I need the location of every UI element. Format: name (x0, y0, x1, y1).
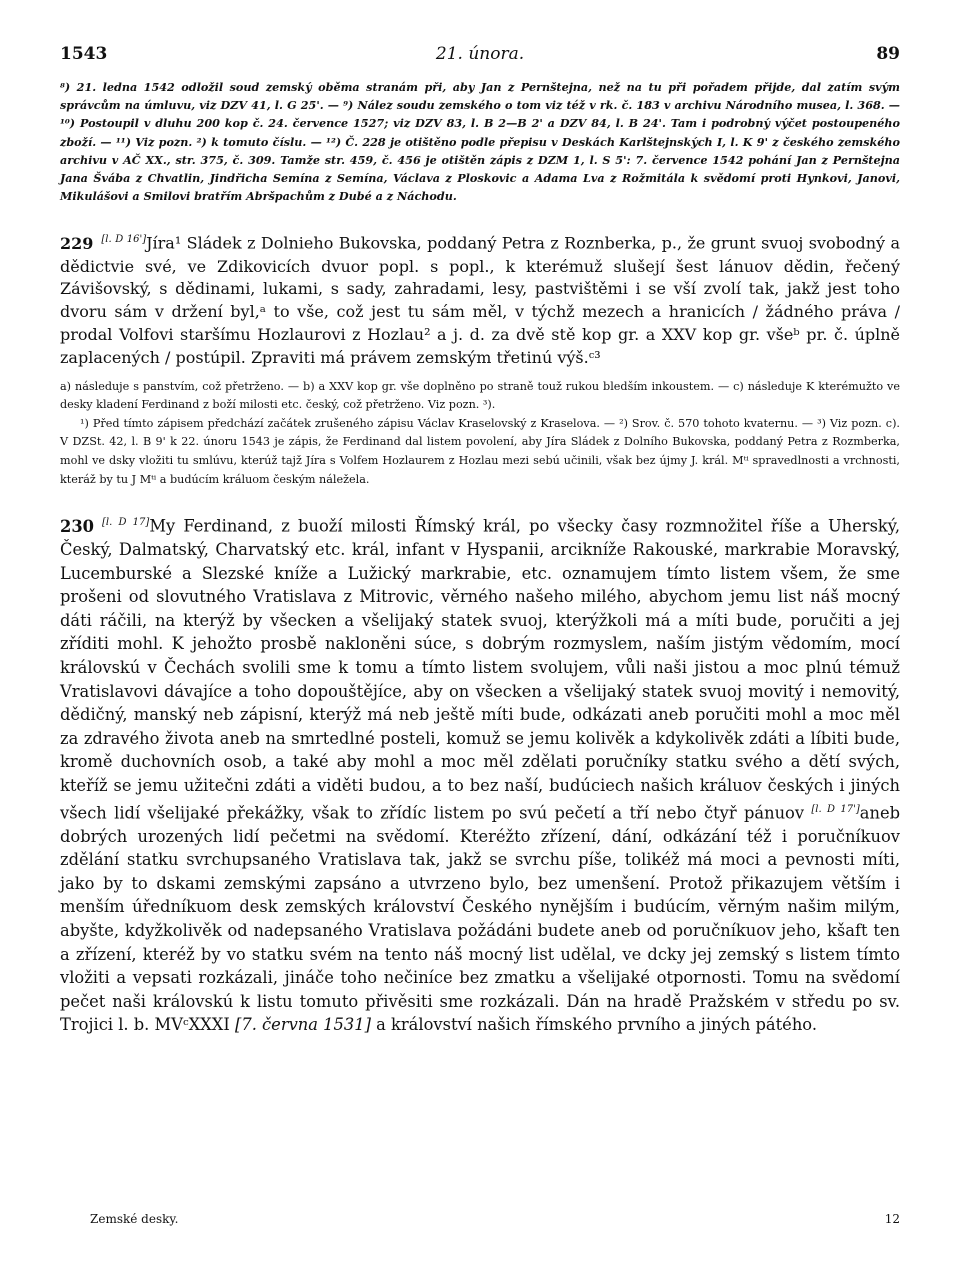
header-date: 21. února. (435, 44, 525, 64)
folio-reference: [l. D 17'] (811, 803, 860, 815)
header-page-number: 89 (876, 44, 900, 64)
apparatus-229 (60, 378, 900, 490)
footer-signature: Zemské desky. (90, 1212, 179, 1226)
folio-reference: [l. D 16'] (101, 234, 147, 246)
page-footer (90, 1212, 900, 1232)
entry-230 (60, 511, 900, 1037)
entry-229 (60, 229, 900, 369)
entry-text: Jíra¹ Sládek z Dolnieho Bukovska, poddaný Petra z Roznberka, p., že grunt svuoj svobodný a dědictvie své, ve Zdikovicích dvuor popl. s popl., k kterémuž slušejí šest lánuov dědin, řečený Závišovský, s dědinami, lukami, s sady, zahradami, lesy, pastvištěmi i se vší zvolí tak, jakž jest toho dvoru sám v držení byl,ᵃ to vše, což jest tu sám měl, v týchž mezech a hranicích / žádného práva / prodal Volfovi staršímu Hozlaurovi z Hozlau² a j. d. za dvě stě kop gr. a XXV kop gr. všeᵇ pr. č. úplně zaplacených / postúpil. Zpraviti má právem zemským třetinú výš.ᶜ³ (60, 233, 901, 367)
entry-number: 230 (60, 516, 94, 536)
entry-text: aneb dobrých urozených lidí pečetmi na svědomí. Kteréžto zřízení, dání, odkázání též i poručníkuov zdělání statku svrchupsaného Vratislava tak, jakž se svrchu píše, tolikéž má moci a pevnosti míti, jako by to dskami zemskými zapsáno a utvrzeno bylo, bez umenšení. Protož přikazujem větším i menším úředníkuom desk zemských království Českého nynějším i budúcím, věrným našim milým, abyšte, kdyžkolivěk od nadepsaného Vratislava požádáni budete aneb od poručníkuov jeho, kšaft ten a zřízení, kteréž by vo statku svém na tento náš mocný list udělal, ve dcky jej zemský s listem tímto vložiti a vepsati rozkázali, jináče toho nečiníce bez zmatku a všelijaké otpornosti. Tomu na svědomí pečet naši královskú k listu tomuto přivěsiti sme rozkázali. Dán na hradě Pražském v středu po sv. Trojici l. b. MVᶜXXXI (60, 803, 900, 1035)
page-header (60, 44, 900, 72)
date-note: [7. června 1531] (235, 1015, 371, 1035)
folio-reference: [l. D 17] (102, 517, 150, 529)
header-year: 1543 (60, 44, 108, 64)
entry-text: My Ferdinand, z buoží milosti Římský král, po všecky časy rozmnožitel říše a Uherský, Český, Dalmatský, Charvatský etc. král, infant v Hyspanii, arcikníže Rakouské, markrabie Moravský, Lucemburské a Slezské kníže a Lužický markrabie, etc. oznamujem tímto listem všem, že sme prošeni od slovutného Vratislava z Mitrovic, věrného našeho milého, abychom jemu list náš mocný dáti ráčili, na kterýž by všecken a všelijaký statek svuoj, kterýžkoli má a míti bude, poručiti a jej zříditi mohl. K jehožto prosbě nakloněni súce, s dobrým rozmyslem, naším jistým vědomím, mocí královskú v Čechách svolili sme k tomu a tímto listem svolujem, vůli naši jistou a moc plnú témuž Vratislavovi dávajíce a toho dopouštějíce, aby on všecken a všelijaký statek svuoj movitý i nemovitý, dědičný, manský neb zápisní, kterýž má neb ještě míti bude, odkázati aneb poručiti mohl a moc měl za zdravého života aneb na smrtedlné posteli, komuž se jemu kolivěk a kdykolivěk zdáti a líbiti bude, kromě duchovních osob, a také aby mohl a moc měl zdělati poručníky statku svého a dětí svých, kteříž se jemu užitečni zdáti a viděti budou, a to bez naší, budúciech našich králuov českých i jiných všech lidí všelijaké překážky, však to zřídíc listem po svú pečetí a tří nebo čtyř pánuov (60, 516, 900, 823)
entry-text: a království našich římského prvního a jiných pátého. (376, 1015, 817, 1035)
textual-notes: a) následuje s panstvím, což přetrženo. — b) a XXV kop gr. vše doplněno po straně touž rukou bledším inkoustem. — c) následuje K kterémužto ve desky kladení Ferdinand z boží milosti etc. český, což přetrženo. Viz pozn. ³). (60, 379, 900, 412)
footer-sheet-number: 12 (884, 1212, 900, 1226)
footnotes-continued: ⁸) 21. ledna 1542 odložil soud zemský oběma stranám při, aby Jan z Pernštejna, než na tu při pořadem přijde, dal zatím svým správcům na úmluvu, viz DZV 41, l. G 25'. — ⁹) Nález soudu zemského o tom viz též v rk. č. 183 v archivu Národního musea, l. 368. — ¹⁰) Postoupil v dluhu 200 kop č. 24. července 1527; viz DZV 83, l. B 2—B 2' a DZV 84, l. B 24'. Tam i podrobný výčet postoupeného zboží. — ¹¹) Viz pozn. ²) k tomuto číslu. — ¹²) Č. 228 je otištěno podle přepisu v Deskách Karlštejnských I, l. K 9' z českého zemského archivu v AČ XX., str. 375, č. 309. Tamže str. 459, č. 456 je otištěn zápis z DZM 1, l. S 5': 7. července 1542 pohání Jan z Pernštejna Jana Švába z Chvatlin, Jindřicha Semína z Semína, Václava z Ploskovic a Adama Lva z Rožmitála k svědomí proti Hynkovi, Janovi, Mikulášovi a Smilovi bratřím Abršpachům z Dubé a z Náchodu. (60, 80, 900, 204)
entry-number: 229 (60, 233, 94, 253)
explanatory-notes: ¹) Před tímto zápisem předchází začátek zrušeného zápisu Václav Kraselovský z Kraselova. — ²) Srov. č. 570 tohoto kvaternu. — ³) Viz pozn. c). V DZSt. 42, l. B 9' k 22. únoru 1543 je zápis, že Ferdinand dal listem povolení, aby Jíra Sládek z Dolního Bukovska, poddaný Petra z Rozmberka, mohl ve dsky vložiti tu smlúvu, kterúž tajž Jíra s Volfem Hozlaurem z Hozlau mezi sebú učinili, však bez újmy J. král. Mᵗⁱ spravedlnosti a vrchnosti, kteráž by tu J Mᵗⁱ a budúcím králuom českým náležela. (60, 416, 900, 486)
page (60, 44, 900, 1037)
